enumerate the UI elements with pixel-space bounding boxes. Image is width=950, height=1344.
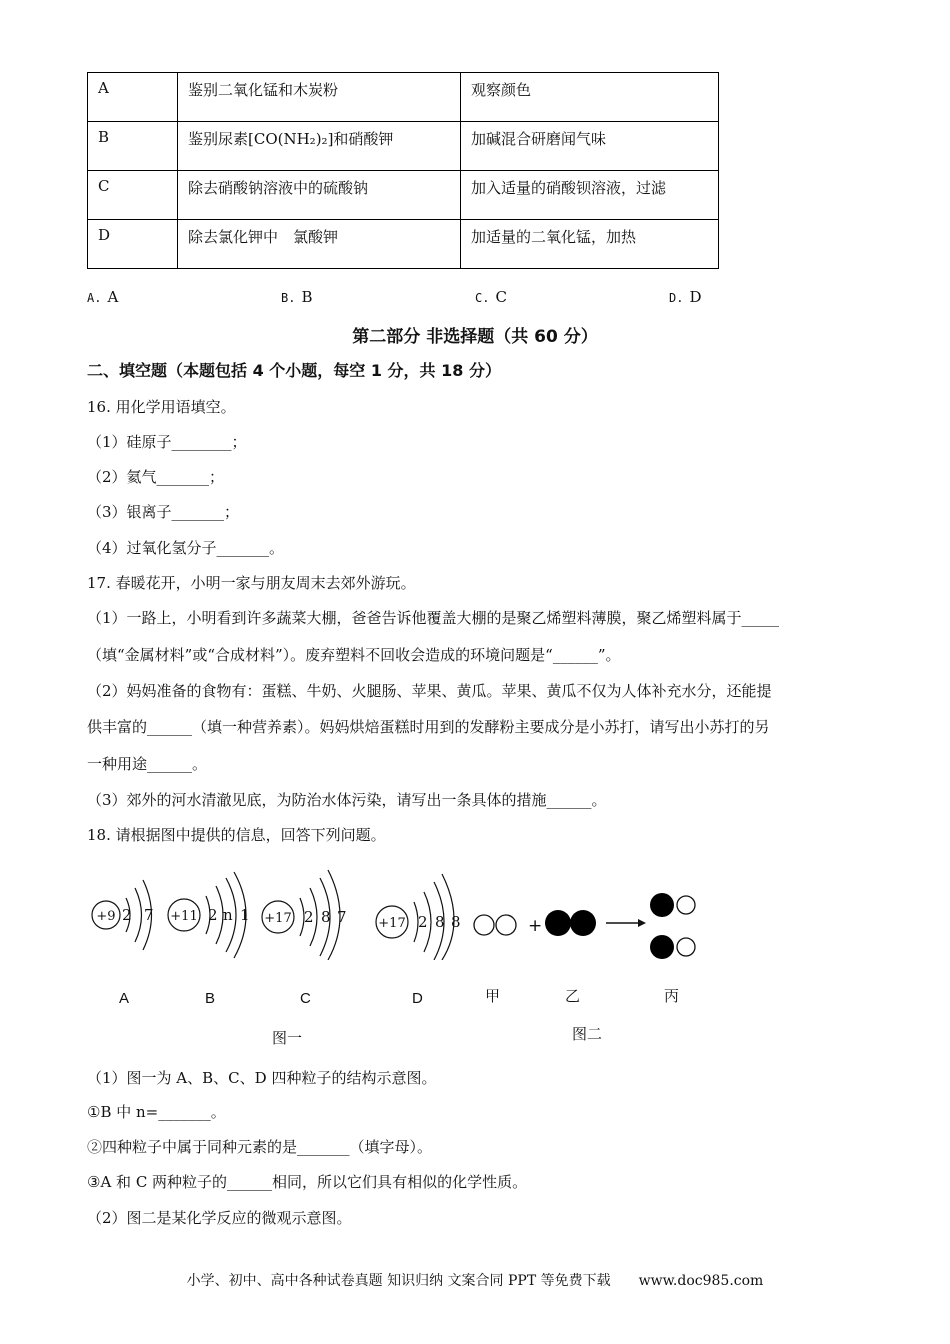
q16-item: （2）氦气_______； [87, 468, 225, 486]
nucleus-label: +11 [170, 909, 198, 924]
q16-item: （3）银离子_______； [87, 503, 240, 521]
shell-electrons: 8 [451, 913, 461, 931]
section-heading: 二、填空题（本题包括 4 个小题，每空 1 分，共 18 分） [87, 361, 501, 380]
nucleus-label: +9 [96, 909, 116, 924]
q17-line: （填“金属材料”或“合成材料”）。废弃塑料不回收会造成的环境问题是“______”。 [87, 646, 621, 664]
choice-letter: D. [669, 291, 684, 305]
q16-item: （1）硅原子________； [87, 433, 247, 451]
molecule-yi [545, 910, 596, 936]
q18-line: ②四种粒子中属于同种元素的是_______（填字母）。 [87, 1138, 433, 1156]
choice-letter: B. [281, 291, 296, 305]
figure2-caption: 图二 [572, 1026, 603, 1043]
table-cell-method: 加入适量的硝酸钡溶液，过滤 [461, 171, 719, 220]
q17-line: 一种用途______。 [87, 755, 208, 773]
choice-text: B [301, 288, 313, 306]
q18-line: ①B 中 n=_______。 [87, 1103, 226, 1121]
figure2-label-yi: 乙 [565, 988, 581, 1005]
atom-label: C [300, 990, 311, 1007]
shell-electrons: n [223, 906, 233, 924]
shell-electrons: 8 [435, 913, 445, 931]
table-cell-purpose: 除去氯化钾中 氯酸钾 [178, 220, 461, 269]
section-title: 第二部分 非选择题（共 60 分） [352, 327, 598, 347]
choice-letter: C. [475, 291, 490, 305]
table-cell-option: A [88, 73, 178, 122]
choice-a[interactable] [87, 288, 118, 306]
choice-text: D [689, 288, 702, 306]
q18-stem: 18. 请根据图中提供的信息，回答下列问题。 [87, 826, 386, 844]
page-footer: 小学、初中、高中各种试卷真题 知识归纳 文案合同 PPT 等免费下载 www.doc985.com [186, 1273, 764, 1289]
table-row [88, 171, 719, 220]
shell-electrons: 2 [418, 913, 428, 931]
figure2-label-bing: 丙 [664, 988, 680, 1005]
table-cell-method: 加碱混合研磨闻气味 [461, 122, 719, 171]
q17-line: 供丰富的______（填一种营养素）。妈妈烘焙蛋糕时用到的发酵粉主要成分是小苏打，请写出小苏打的另 [87, 718, 770, 736]
atom-label: B [205, 990, 216, 1007]
shell-electrons: 2 [304, 908, 314, 926]
choice-d[interactable] [669, 288, 701, 306]
atom-diagram-a [92, 880, 154, 950]
q16-item: （4）过氧化氢分子_______。 [87, 539, 285, 557]
table-row [88, 220, 719, 269]
figure1-atom-diagrams [80, 860, 480, 960]
options-table [87, 72, 719, 269]
molecule-bing-2 [650, 935, 695, 959]
table-cell-purpose: 除去硝酸钠溶液中的硫酸钠 [178, 171, 461, 220]
table-cell-method: 加适量的二氧化锰，加热 [461, 220, 719, 269]
table-row [88, 73, 719, 122]
choice-b[interactable] [281, 288, 312, 306]
choice-c[interactable] [475, 288, 507, 306]
table-row [88, 122, 719, 171]
table-cell-option: B [88, 122, 178, 171]
table-cell-option: C [88, 171, 178, 220]
atom-diagram-c [262, 870, 347, 960]
q18-line: ③A 和 C 两种粒子的______相同，所以它们具有相似的化学性质。 [87, 1173, 528, 1191]
molecule-bing-1 [650, 893, 695, 917]
choice-text: A [107, 288, 119, 306]
atom-diagram-d [376, 874, 461, 960]
table-cell-method: 观察颜色 [461, 73, 719, 122]
q17-line: （3）郊外的河水清澈见底，为防治水体污染，请写出一条具体的措施______。 [87, 791, 607, 809]
figure2-label-jia: 甲 [485, 988, 501, 1005]
shell-electrons: 2 [122, 906, 132, 924]
choice-letter: A. [87, 291, 102, 305]
q17-stem: 17. 春暖花开，小明一家与朋友周末去郊外游玩。 [87, 574, 416, 592]
atom-label: D [412, 990, 423, 1007]
atom-diagram-b [168, 872, 250, 958]
q17-line: （2）妈妈准备的食物有：蛋糕、牛奶、火腿肠、苹果、黄瓜。苹果、黄瓜不仅为人体补充水分，还能提 [87, 682, 772, 700]
nucleus-label: +17 [378, 916, 406, 931]
shell-electrons: 8 [321, 908, 331, 926]
figure1-caption: 图一 [272, 1030, 303, 1047]
shell-electrons: 1 [240, 906, 250, 924]
shell-electrons: 7 [144, 906, 154, 924]
reaction-arrow [606, 919, 646, 927]
atom-label: A [119, 990, 130, 1007]
shell-electrons: 7 [337, 908, 347, 926]
table-cell-purpose: 鉴别尿素[CO(NH₂)₂]和硝酸钾 [178, 122, 461, 171]
table-cell-purpose: 鉴别二氧化锰和木炭粉 [178, 73, 461, 122]
shell-electrons: 2 [208, 906, 218, 924]
q17-line: （1）一路上，小明看到许多蔬菜大棚，爸爸告诉他覆盖大棚的是聚乙烯塑料薄膜，聚乙烯塑料属于_____ [87, 609, 780, 627]
molecule-jia [474, 915, 516, 935]
figure2-reaction-diagram [470, 885, 710, 965]
plus-sign: + [528, 916, 543, 936]
q16-stem: 16. 用化学用语填空。 [87, 398, 236, 416]
nucleus-label: +17 [264, 911, 292, 926]
q18-line: （2）图二是某化学反应的微观示意图。 [87, 1209, 352, 1227]
choice-text: C [495, 288, 507, 306]
table-cell-option: D [88, 220, 178, 269]
q18-line: （1）图一为 A、B、C、D 四种粒子的结构示意图。 [87, 1069, 437, 1087]
